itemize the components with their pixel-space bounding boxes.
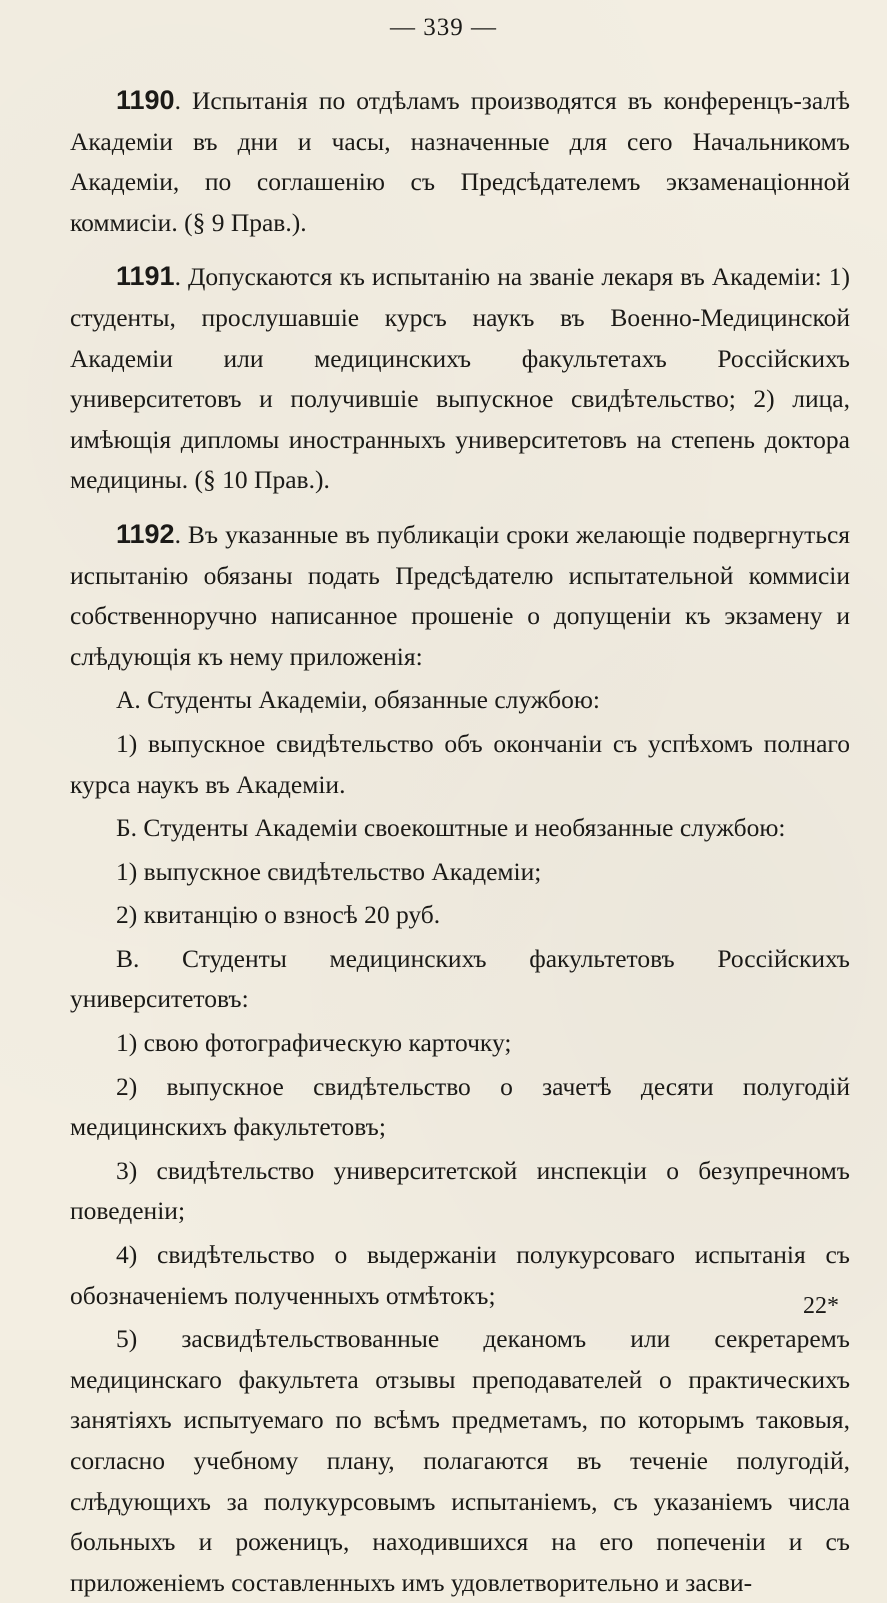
list-item: 3) свидѣтельство университетской инспекціи о безупречномъ поведеніи; <box>70 1155 850 1226</box>
list-item: 1) выпускное свидѣтельство объ окончаніи съ успѣхомъ полнаго курса наукъ въ Академіи. <box>70 728 850 799</box>
section-1192 <box>70 514 850 677</box>
list-item: 5) засвидѣтельствованные деканомъ или секретаремъ медицинскаго факультета отзывы преподавателей о практическихъ занятіяхъ испытуемаго по всѣмъ предметамъ, по которымъ таковыя, согласно учебному плану, полагаются въ теченіе полугодій, слѣдующихъ за полукурсовымъ испытаніемъ, съ указаніемъ числа больныхъ и роженицъ, находившихся на его попеченіи и съ приложеніемъ составленныхъ имъ удовлетворительно и засви- <box>70 1324 850 1597</box>
list-item: В. Студенты медицинскихъ факультетовъ Россійскихъ университетовъ: <box>70 943 850 1014</box>
section-number: 1190 <box>116 85 175 115</box>
section-number: 1191 <box>116 261 175 292</box>
list-item: Б. Студенты Академіи своекоштные и необязанные службою: <box>116 813 786 843</box>
signature-mark: 22* <box>803 1293 839 1319</box>
list-item: 1) свою фотографическую карточку; <box>116 1028 512 1058</box>
section-1191 <box>70 256 850 501</box>
list-item: 1) выпускное свидѣтельство Академіи; <box>116 856 542 886</box>
list-item: А. Студенты Академіи, обязанные службою: <box>116 685 600 715</box>
list-item: 2) выпускное свидѣтельство о зачетѣ десяти полугодій медицинскихъ факультетовъ; <box>70 1071 850 1142</box>
section-text: . Допускаются къ испытанію на званіе лекаря въ Академіи: 1) студенты, прослушавшіе курсъ наукъ въ Военно-Медицинской Академіи или медицинскихъ факультетахъ Россійскихъ университетовъ и получившіе выпускное свидѣтельство; 2) лица, имѣющія дипломы иностранныхъ университетовъ на степень доктора медицины. (§ 10 Прав.). <box>70 262 850 495</box>
section-number: 1192 <box>116 518 175 549</box>
section-1190 <box>70 80 850 243</box>
page-number: — 339 — <box>390 14 497 41</box>
section-text: . Въ указанные въ публикаціи сроки желающіе подвергнуться испытанію обязаны подать Предсѣдателю испытательной коммисіи собственноручно написанное прошеніе о допущеніи къ экзамену и слѣдующія къ нему приложенія: <box>70 519 850 671</box>
list-item: 4) свидѣтельство о выдержаніи полукурсоваго испытанія съ обозначеніемъ полученныхъ отмѣтокъ; <box>70 1240 850 1310</box>
body-text <box>70 80 850 1603</box>
list-item: 2) квитанцію о взносѣ 20 руб. <box>116 900 441 930</box>
section-text: . Испытанія по отдѣламъ производятся въ конференцъ-залѣ Академіи въ дни и часы, назначенные для сего Начальникомъ Академіи, по соглашенію съ Предсѣдателемъ экзаменаціонной коммисіи. (§ 9 Прав.). <box>70 86 850 237</box>
